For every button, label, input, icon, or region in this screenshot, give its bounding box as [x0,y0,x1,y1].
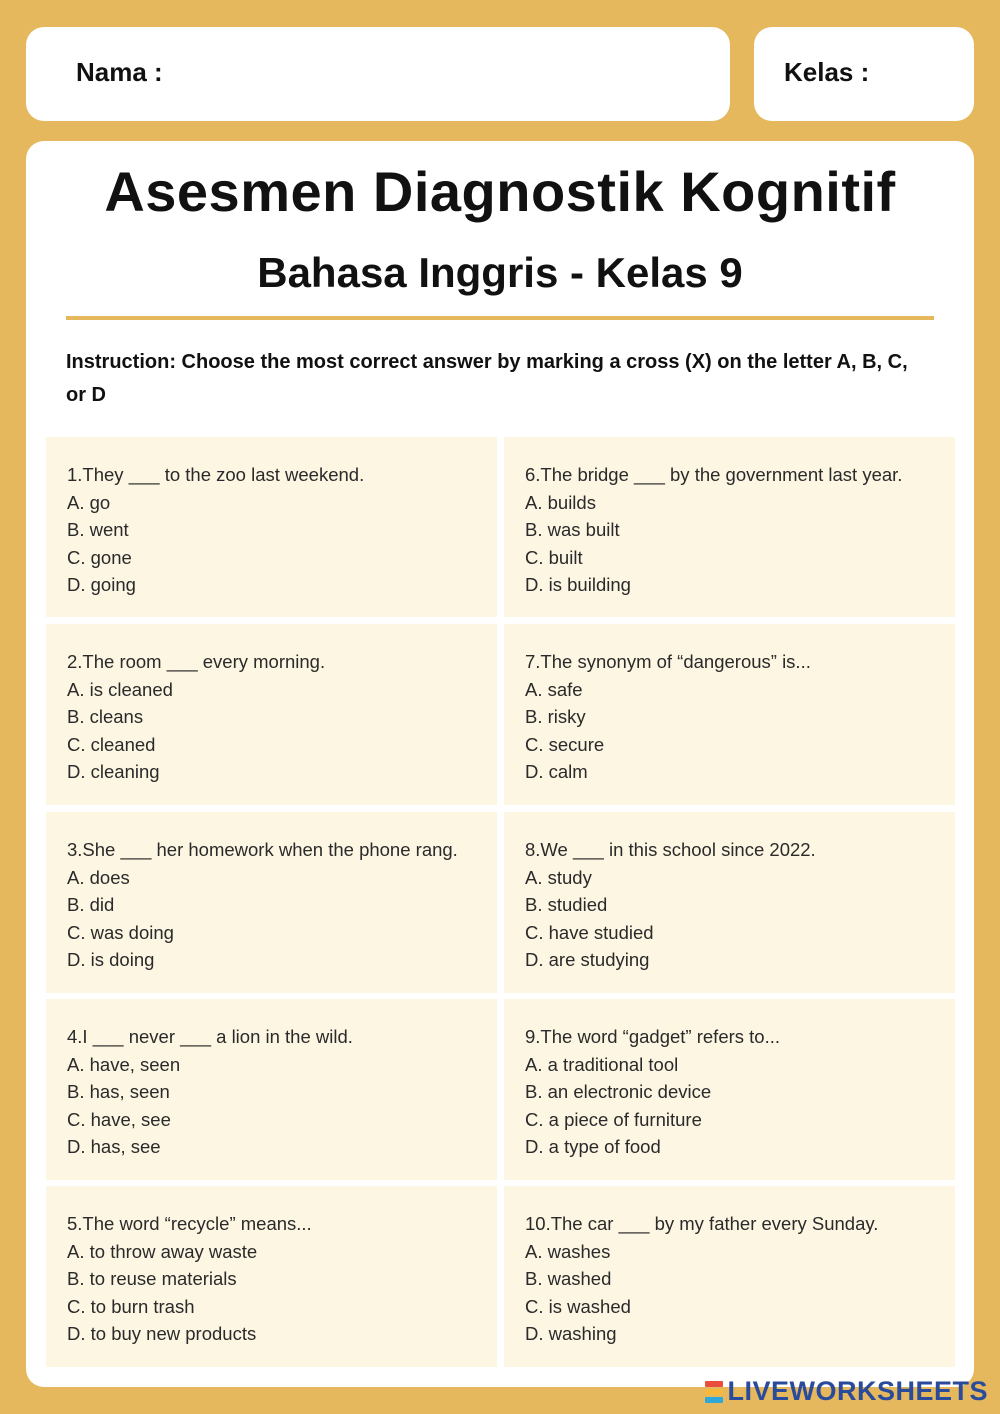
question-text: 4.I ___ never ___ a lion in the wild. [67,1026,353,1047]
answer-option-b[interactable]: B. cleans [67,706,144,728]
question-text: 7.The synonym of “dangerous” is... [525,651,811,672]
question-text: 1.They ___ to the zoo last weekend. [67,464,365,485]
answer-option-a[interactable]: A. does [67,866,130,888]
answer-option-b[interactable]: B. to reuse materials [67,1268,237,1290]
answer-option-d[interactable]: D. is building [525,574,631,596]
class-field-box[interactable] [754,27,974,121]
question-3 [46,812,497,993]
question-text: 5.The word “recycle” means... [67,1213,312,1234]
answer-option-b[interactable]: B. an electronic device [525,1081,712,1103]
answer-option-c[interactable]: C. is washed [525,1295,631,1317]
answer-option-c[interactable]: C. was doing [67,921,174,943]
answer-option-b[interactable]: B. has, seen [67,1081,170,1103]
answer-option-b[interactable]: B. washed [525,1268,612,1290]
answer-option-b[interactable]: B. studied [525,894,608,916]
question-2 [46,624,497,805]
question-8 [504,812,955,993]
answer-option-d[interactable]: D. a type of food [525,1136,661,1158]
answer-option-c[interactable]: C. built [525,546,583,568]
answer-option-d[interactable]: D. washing [525,1323,617,1345]
answer-option-b[interactable]: B. was built [525,519,620,541]
question-4 [46,999,497,1180]
answer-option-c[interactable]: C. have, see [67,1108,171,1130]
page-title: Asesmen Diagnostik Kognitif [104,160,896,223]
answer-option-d[interactable]: D. going [67,574,136,596]
class-label: Kelas : [784,57,870,87]
answer-option-c[interactable]: C. secure [525,733,605,755]
answer-option-d[interactable]: D. has, see [67,1136,161,1158]
answer-option-a[interactable]: A. safe [525,678,583,700]
page-subtitle: Bahasa Inggris - Kelas 9 [257,249,743,296]
answer-option-c[interactable]: C. a piece of furniture [525,1108,702,1130]
answer-option-b[interactable]: B. went [67,519,129,541]
answer-option-d[interactable]: D. to buy new products [67,1323,257,1345]
title-divider [66,316,934,320]
answer-option-c[interactable]: C. have studied [525,921,654,943]
question-7 [504,624,955,805]
liveworksheets-logo-icon [705,1380,723,1404]
question-text: 3.She ___ her homework when the phone rang. [67,839,458,860]
answer-option-c[interactable]: C. to burn trash [67,1295,195,1317]
name-field-box[interactable] [26,27,730,121]
question-text: 8.We ___ in this school since 2022. [525,839,816,860]
answer-option-d[interactable]: D. is doing [67,949,155,971]
question-text: 10.The car ___ by my father every Sunday. [525,1213,879,1234]
question-text: 9.The word “gadget” refers to... [525,1026,781,1047]
answer-option-a[interactable]: A. to throw away waste [67,1240,258,1262]
instruction-text: Instruction: Choose the most correct answer by marking a cross (X) on the letter A, B, C, or D [66,351,908,406]
answer-option-a[interactable]: A. go [67,491,111,513]
answer-option-d[interactable]: D. cleaning [67,761,160,783]
question-1 [46,437,497,617]
answer-option-a[interactable]: A. washes [525,1240,611,1262]
answer-option-b[interactable]: B. did [67,894,115,916]
answer-option-a[interactable]: A. is cleaned [67,678,173,700]
answer-option-a[interactable]: A. have, seen [67,1053,181,1075]
question-5 [46,1186,497,1367]
liveworksheets-logo [705,1376,988,1407]
question-10 [504,1186,955,1367]
watermark-text: LIVEWORKSHEETS [727,1376,988,1406]
answer-option-c[interactable]: C. gone [67,546,132,568]
answer-option-d[interactable]: D. calm [525,761,588,783]
answer-option-a[interactable]: A. study [525,866,592,888]
name-label: Nama : [76,57,163,87]
question-text: 6.The bridge ___ by the government last year. [525,464,903,485]
answer-option-a[interactable]: A. a traditional tool [525,1053,679,1075]
answer-option-c[interactable]: C. cleaned [67,733,156,755]
question-text: 2.The room ___ every morning. [67,651,326,672]
answer-option-b[interactable]: B. risky [525,706,586,728]
answer-option-a[interactable]: A. builds [525,491,596,513]
question-9 [504,999,955,1180]
question-6 [504,437,955,617]
answer-option-d[interactable]: D. are studying [525,949,650,971]
